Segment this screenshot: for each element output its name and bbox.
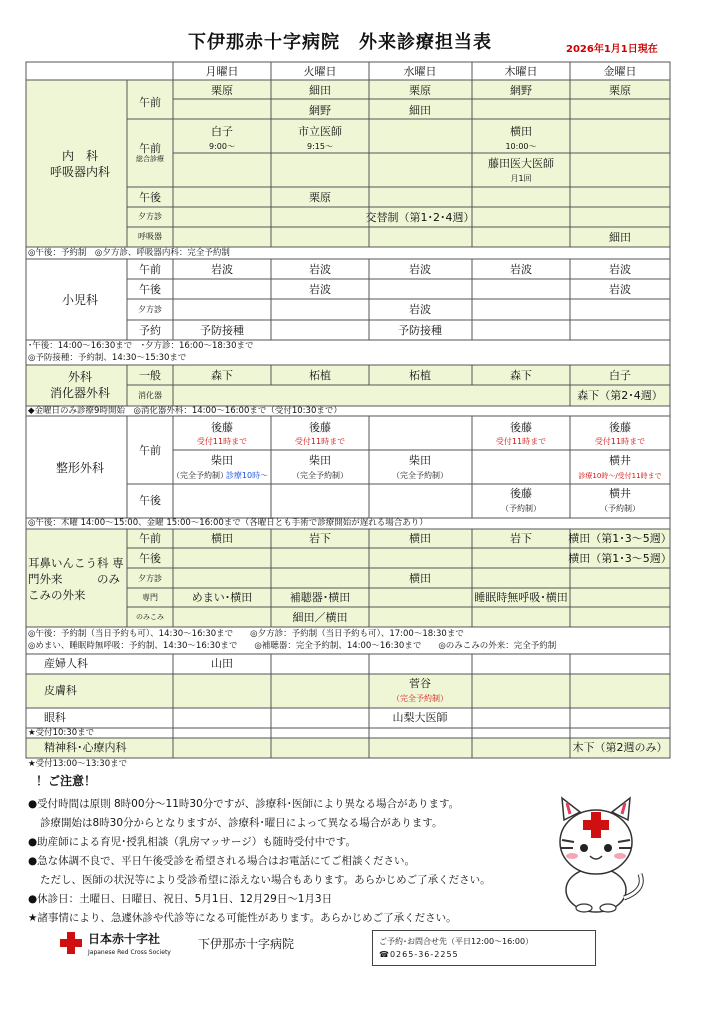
- derm-wed-note: （完全予約制）: [392, 694, 448, 703]
- internal-resp-fri: 細田: [609, 231, 631, 244]
- ortho-am-mon-note: 受付11時まで: [196, 437, 248, 446]
- general-tue-time: 9:15〜: [307, 142, 333, 151]
- ent-label-special: 専門: [142, 593, 158, 602]
- org-name: 日本赤十字社: [88, 932, 161, 946]
- ortho-am2-tue-note: （完全予約制）: [292, 471, 348, 480]
- dept-psych: 精神科･心療内科: [44, 741, 127, 754]
- ortho-pm-thu-note: （予約制）: [501, 504, 541, 513]
- ortho-am-tue: 後藤: [309, 421, 331, 434]
- surgery-label-general: 一般: [139, 369, 161, 382]
- hospital-name: 下伊那赤十字病院: [198, 937, 295, 951]
- ent-special-tue: 補聴器･横田: [289, 591, 351, 604]
- page-title: 下伊那赤十字病院 外来診療担当表: [188, 32, 492, 53]
- ortho-am2-fri-time: 診療10時〜/受付11時まで: [578, 472, 662, 480]
- peds-note-2: ◎予防接種：予約制、14:30〜15:30まで: [28, 353, 187, 363]
- day-header-fri: 金曜日: [603, 65, 637, 78]
- psych-note: ★受付13:00〜13:30まで: [28, 759, 128, 769]
- dept-ortho: 整形外科: [55, 461, 104, 475]
- green-bands: [26, 80, 670, 758]
- peds-am-wed: 岩波: [409, 263, 431, 276]
- internal-am-wed: 栗原: [409, 84, 431, 97]
- peds-pm-tue: 岩波: [309, 283, 331, 296]
- org-name-en: Japanese Red Cross Society: [88, 949, 171, 956]
- ent-label-swallow: のみこみ: [136, 613, 164, 621]
- psych-fri: 木下（第2週のみ）: [572, 741, 668, 754]
- ortho-am-tue-note: 受付11時まで: [294, 437, 346, 446]
- label-am2: 午前: [139, 142, 161, 155]
- ortho-am2-fri: 横井: [609, 454, 631, 467]
- ortho-pm-fri: 横井: [609, 487, 631, 500]
- obgyn-mon: 山田: [211, 657, 233, 670]
- ent-am-mon: 横田: [211, 532, 233, 545]
- surgery-note: ◆金曜日のみ診療9時開始 ◎消化器外科：14:00〜16:00まで（受付10:30まで）: [28, 406, 342, 416]
- contact-phone: ☎0265-36-2255: [379, 950, 459, 959]
- ortho-pm-thu: 後藤: [510, 487, 532, 500]
- internal-am-tue-2: 網野: [309, 104, 331, 117]
- caution-title: ！ご注意！: [36, 774, 97, 788]
- internal-am-wed-2: 細田: [409, 104, 431, 117]
- dept-internal: 内 科 呼吸器内科: [49, 149, 110, 179]
- caution-item-5: ただし、医師の状況等により受診希望に添えない場合もあります。あらかじめご了承ください。: [40, 874, 491, 886]
- contact-box: [372, 930, 596, 966]
- ortho-am-thu: 後藤: [510, 421, 532, 434]
- general-thu-time: 10:00〜: [505, 142, 537, 151]
- surgery-label-gi: 消化器: [138, 391, 162, 400]
- peds-label-am: 午前: [139, 263, 161, 276]
- ent-special-thu: 睡眠時無呼吸･横田: [474, 591, 568, 604]
- eye-note: ★受付10:30まで: [28, 728, 95, 738]
- dept-surgery: 外科 消化器外科: [49, 370, 110, 400]
- peds-evening-wed: 岩波: [409, 303, 431, 316]
- as-of-date: 2026年1月1日現在: [566, 44, 658, 55]
- peds-am-fri: 岩波: [609, 263, 631, 276]
- dept-eye: 眼科: [44, 711, 66, 724]
- dept-pediatrics: 小児科: [61, 293, 98, 307]
- ortho-am-thu-note: 受付11時まで: [495, 437, 547, 446]
- ent-am-thu: 岩下: [510, 532, 532, 545]
- ortho-am-fri-note: 受付11時まで: [594, 437, 646, 446]
- dept-derm: 皮膚科: [44, 684, 77, 697]
- ortho-am2-wed: 柴田: [409, 454, 431, 467]
- ent-label-evening: 夕方診: [138, 574, 162, 583]
- general-thu: 横田: [510, 125, 532, 138]
- peds-pm-fri: 岩波: [609, 283, 631, 296]
- label-general: 総合診療: [136, 155, 164, 163]
- surgery-tue: 柘植: [309, 369, 331, 382]
- ortho-am2-mon-note: （完全予約制）: [172, 471, 228, 480]
- internal-am-thu: 網野: [510, 84, 532, 97]
- peds-am-mon: 岩波: [211, 263, 233, 276]
- label-am: 午前: [139, 96, 161, 109]
- general-thu-2-sub: 月1回: [510, 174, 532, 183]
- ortho-am2-mon-time: 診療10時〜: [225, 471, 269, 480]
- ent-swallow-tue: 細田／横田: [292, 611, 348, 624]
- ortho-label-am: 午前: [139, 444, 161, 457]
- peds-note-1: ･午後：14:00〜16:30まで ･夕方診：16:00〜18:30まで: [28, 341, 254, 351]
- day-header-mon: 月曜日: [205, 65, 239, 78]
- peds-label-evening: 夕方診: [138, 305, 162, 314]
- ent-pm-fri: 横田（第1･3〜5週）: [568, 552, 672, 565]
- day-header-wed: 水曜日: [403, 65, 437, 78]
- label-resp: 呼吸器: [138, 232, 162, 241]
- ent-evening-wed: 横田: [409, 572, 431, 585]
- label-pm: 午後: [139, 191, 161, 204]
- internal-am-tue: 細田: [309, 84, 331, 97]
- ortho-note: ◎午後：木曜 14:00〜15:00、金曜 15:00〜16:00まで（各曜日とも手術で診療開始が遅れる場合あり）: [28, 518, 428, 528]
- day-header-tue: 火曜日: [303, 65, 337, 78]
- ortho-am-mon: 後藤: [211, 421, 233, 434]
- caution-item-3: ●助産師による育児･授乳相談（乳房マッサージ）も随時受付中です。: [28, 836, 356, 848]
- ortho-label-pm: 午後: [139, 494, 161, 507]
- caution-item-6: ●休診日：土曜日、日曜日、祝日、5月1日、12月29日〜1月3日: [28, 893, 333, 905]
- caution-item-2: 診療開始は8時30分からとなりますが、診療科･曜日によって異なる場合があります。: [40, 817, 443, 829]
- internal-evening-wed: 交替制（第1･2･4週）: [365, 211, 475, 224]
- ent-label-am: 午前: [139, 532, 161, 545]
- peds-label-reserve: 予約: [139, 324, 161, 337]
- red-cross-logo-icon: [58, 930, 84, 956]
- ent-label-pm: 午後: [139, 552, 161, 565]
- internal-pm-tue: 栗原: [309, 191, 331, 204]
- caution-item-4: ●急な体調不良で、平日午後受診を希望される場合はお電話にてご相談ください。: [28, 855, 415, 867]
- tiger-mascot-icon: [548, 790, 652, 914]
- ortho-pm-fri-note: （予約制）: [600, 504, 640, 513]
- caution-item-1: ●受付時間は原則 8時00分〜11時30分ですが、診療科･医師により異なる場合があります。: [28, 798, 460, 810]
- surgery-thu: 森下: [510, 369, 532, 382]
- ent-note-1: ◎午後：予約制（当日予約も可）、14:30〜16:30まで ◎夕方診：予約制（当日予約も可）、17:00〜18:30まで: [28, 629, 464, 639]
- ent-am-wed: 横田: [409, 532, 431, 545]
- internal-am-mon: 栗原: [211, 84, 233, 97]
- ent-am-tue: 岩下: [309, 532, 331, 545]
- general-tue: 市立医師: [298, 125, 342, 138]
- internal-am-fri: 栗原: [609, 84, 631, 97]
- label-evening: 夕方診: [138, 212, 162, 221]
- caution-item-7: ★諸事情により、急遽休診や代診等になる可能性があります。あらかじめご了承ください。: [28, 912, 457, 924]
- surgery-fri: 白子: [609, 369, 631, 382]
- peds-label-pm: 午後: [139, 283, 161, 296]
- peds-am-tue: 岩波: [309, 263, 331, 276]
- ortho-am-fri: 後藤: [609, 421, 631, 434]
- ent-am-fri: 横田（第1･3〜5週）: [568, 532, 672, 545]
- surgery-mon: 森下: [211, 369, 233, 382]
- contact-label: ご予約･お問合せ先（平日12:00〜16:00）: [379, 937, 534, 946]
- eye-wed: 山梨大医師: [392, 711, 448, 724]
- surgery-wed: 柘植: [409, 369, 431, 382]
- ent-special-mon: めまい･横田: [191, 591, 253, 604]
- general-mon-time: 9:00〜: [209, 142, 235, 151]
- peds-am-thu: 岩波: [510, 263, 532, 276]
- derm-wed: 菅谷: [409, 677, 431, 690]
- general-mon: 白子: [211, 125, 233, 138]
- dept-ent: 耳鼻いんこう科 専 門外来 のみ こみの外来: [28, 556, 124, 602]
- peds-vac-wed: 予防接種: [398, 324, 442, 337]
- ortho-am2-mon: 柴田: [211, 454, 233, 467]
- general-thu-2: 藤田医大医師: [488, 157, 554, 170]
- surgery-gi-fri: 森下（第2･4週）: [577, 389, 663, 402]
- day-header-thu: 木曜日: [504, 65, 538, 78]
- peds-vac-mon: 予防接種: [200, 324, 244, 337]
- internal-note: ◎午後：予約制 ◎夕方診、呼吸器内科：完全予約制: [28, 248, 230, 258]
- ent-note-2: ◎めまい、睡眠時無呼吸：予約制、14:30〜16:30まで ◎補聴器：完全予約制、14:00〜16:30まで ◎のみこみの外来：完全予約制: [28, 641, 557, 651]
- ortho-am2-tue: 柴田: [309, 454, 331, 467]
- dept-obgyn: 産婦人科: [44, 657, 88, 670]
- ortho-am2-wed-note: （完全予約制）: [392, 471, 448, 480]
